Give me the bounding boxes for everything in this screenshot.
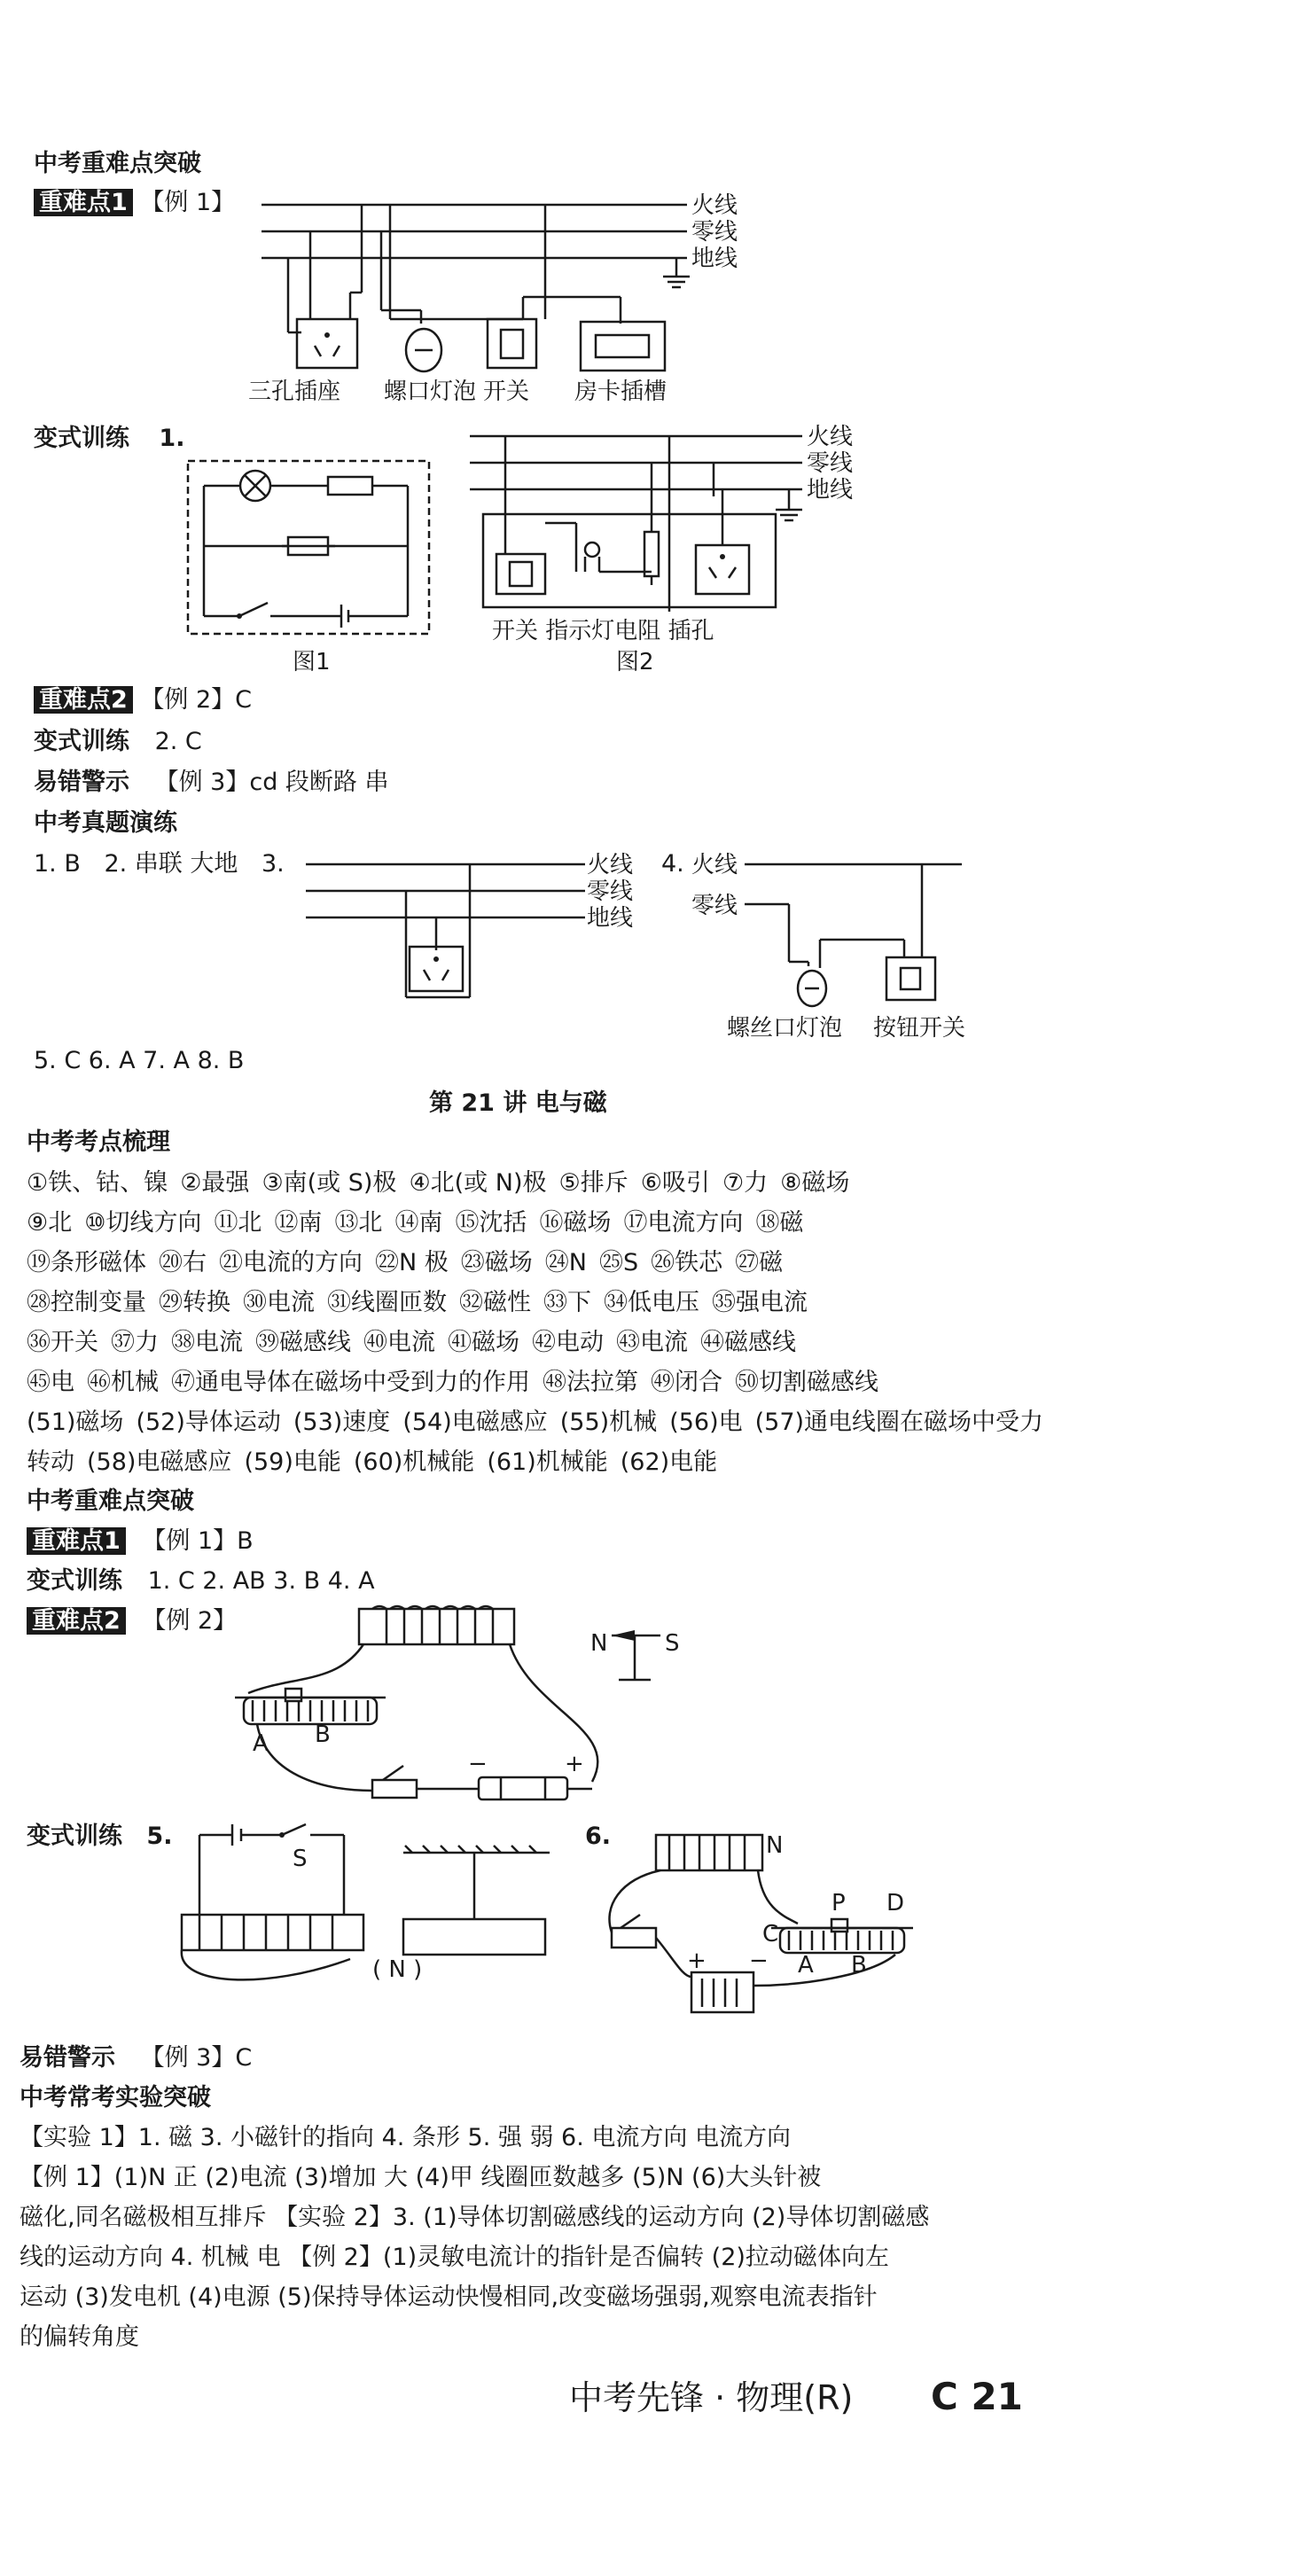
section-heading: 中考重难点突破	[34, 150, 201, 177]
q6-battery-plus: +	[687, 1948, 707, 1974]
experiment-line: 【实验 1】1. 磁 3. 小磁针的指向 4. 条形 5. 强 弱 6. 电流方向 电流方向	[20, 2124, 791, 2151]
q6-slider-p: P	[831, 1890, 846, 1916]
lecture-variant-5: 变式训练 5.	[27, 1823, 173, 1850]
q4-bulb-label: 螺丝口灯泡	[727, 1015, 843, 1042]
knowledge-row: ⑨北 ⑩切线方向 ⑪北 ⑫南 ⑬北 ⑭南 ⑮沈括 ⑯磁场 ⑰电流方向 ⑱磁	[27, 1209, 804, 1237]
lecture-variant-1: 变式训练 1. C 2. AB 3. B 4. A	[27, 1567, 375, 1595]
q6-north-label: N	[766, 1832, 784, 1859]
key-point-tag: 重难点1	[34, 189, 133, 216]
fire-wire-label-2: 火线	[807, 424, 854, 450]
key-point-2-answer: 【例 2】C	[140, 686, 253, 714]
fig1-caption: 图1	[293, 649, 331, 675]
real-answer-2: 2. 串联 大地	[104, 850, 238, 878]
experiment-line: 磁化,同名磁极相互排斥 【实验 2】3. (1)导体切割磁感线的运动方向 (2)导体切割磁感	[20, 2204, 930, 2231]
ground-wire-label-2: 地线	[807, 477, 854, 503]
experiment-heading: 中考常考实验突破	[20, 2084, 211, 2112]
ex2-south: S	[665, 1630, 680, 1657]
fire-wire-label: 火线	[691, 192, 738, 219]
knowledge-row: ㉘控制变量 ㉙转换 ㉚电流 ㉛线圈匝数 ㉜磁性 ㉝下 ㉞低电压 ㉟强电流	[27, 1289, 808, 1316]
fig2-caption: 图2	[616, 649, 654, 675]
ex2-terminal-b: B	[315, 1721, 331, 1748]
q4-neutral-label: 零线	[691, 893, 738, 919]
ex2-north: N	[590, 1630, 608, 1657]
lecture-error-warning: 易错警示 【例 3】C	[20, 2044, 253, 2072]
page-number: C 21	[931, 2375, 1023, 2418]
warning-label: 易错警示	[34, 769, 129, 796]
experiment-line: 【例 1】(1)N 正 (2)电流 (3)增加 大 (4)甲 线圈匝数越多 (5)N (6)大头针被	[20, 2164, 822, 2191]
variant-number: 1.	[159, 425, 185, 452]
experiment-line: 运动 (3)发电机 (4)电源 (5)保持导体运动快慢相同,改变磁场强弱,观察电流表指针	[20, 2283, 878, 2311]
real-exam-more-answers: 5. C 6. A 7. A 8. B	[34, 1047, 245, 1074]
knowledge-row: 转动 (58)电磁感应 (59)电能 (60)机械能 (61)机械能 (62)电能	[27, 1448, 718, 1476]
q6-terminal-b: B	[851, 1952, 867, 1979]
q5-pole-answer: ( N )	[372, 1956, 423, 1983]
socket-label: 三孔插座	[248, 379, 341, 405]
knowledge-row: ①铁、钴、镍 ②最强 ③南(或 S)极 ④北(或 N)极 ⑤排斥 ⑥吸引 ⑦力 ⑧磁场	[27, 1169, 850, 1197]
experiment-line: 线的运动方向 4. 机械 电 【例 2】(1)灵敏电流计的指针是否偏转 (2)拉动磁体向左	[20, 2244, 889, 2271]
ex2-plus: +	[565, 1751, 584, 1777]
neutral-wire-label-2: 零线	[807, 450, 854, 477]
q5-switch-label: S	[293, 1846, 308, 1872]
variant-label-2: 变式训练	[34, 728, 129, 755]
ex2-terminal-a: A	[253, 1730, 269, 1757]
knowledge-row: (51)磁场 (52)导体运动 (53)速度 (54)电磁感应 (55)机械 (56)电 (57)通电线圈在磁场中受力	[27, 1409, 1044, 1436]
book-title: 中考先锋 · 物理(R)	[569, 2378, 854, 2417]
q6-terminal-d: D	[886, 1890, 905, 1916]
experiment-line: 的偏转角度	[20, 2323, 139, 2351]
real-exam-heading: 中考真题演练	[34, 809, 177, 837]
ground-wire-label: 地线	[691, 246, 738, 272]
ex2-minus: −	[468, 1751, 488, 1777]
q3-neutral-label: 零线	[587, 878, 634, 905]
knowledge-sort-heading: 中考考点梳理	[27, 1128, 170, 1156]
real-q4-number: 4.	[661, 850, 684, 878]
q4-switch-label: 按钮开关	[873, 1015, 966, 1042]
lecture-q6-number: 6.	[585, 1823, 612, 1850]
warning-answer: 【例 3】cd 段断路 串	[154, 769, 389, 796]
q6-terminal-a: A	[798, 1952, 814, 1979]
switch-label: 开关	[483, 379, 530, 405]
section-heading-2: 中考重难点突破	[27, 1487, 194, 1515]
lecture-title: 第 21 讲 电与磁	[429, 1089, 607, 1117]
example-label: 【例 1】	[140, 189, 236, 216]
fig2-labels: 开关 指示灯电阻 插孔	[492, 618, 714, 644]
q3-ground-label: 地线	[587, 905, 634, 932]
q6-terminal-c: C	[762, 1921, 779, 1948]
neutral-wire-label: 零线	[691, 219, 738, 246]
knowledge-row: ⑲条形磁体 ⑳右 ㉑电流的方向 ㉒N 极 ㉓磁场 ㉔N ㉕S ㉖铁芯 ㉗磁	[27, 1249, 784, 1276]
card-slot-label: 房卡插槽	[574, 379, 668, 405]
q6-battery-minus: −	[749, 1948, 769, 1974]
lecture-key-point-1: 重难点1 【例 1】B	[27, 1526, 254, 1557]
q3-fire-label: 火线	[587, 852, 634, 878]
knowledge-row: ㊱开关 ㊲力 ㊳电流 ㊴磁感线 ㊵电流 ㊶磁场 ㊷电动 ㊸电流 ㊹磁感线	[27, 1329, 796, 1356]
knowledge-row: ㊺电 ㊻机械 ㊼通电导体在磁场中受到力的作用 ㊽法拉第 ㊾闭合 ㊿切割磁感线	[27, 1369, 878, 1396]
key-point-tag-2: 重难点2	[34, 686, 133, 714]
real-q3-number: 3.	[262, 850, 285, 878]
real-answer-1: 1. B	[34, 850, 81, 878]
variant-label: 变式训练	[34, 425, 129, 452]
q4-fire-label: 火线	[691, 852, 738, 878]
lecture-key-point-2: 重难点2 【例 2】	[27, 1606, 237, 1636]
bulb-label: 螺口灯泡	[384, 379, 477, 405]
variant-answer-2: 2. C	[154, 728, 202, 755]
